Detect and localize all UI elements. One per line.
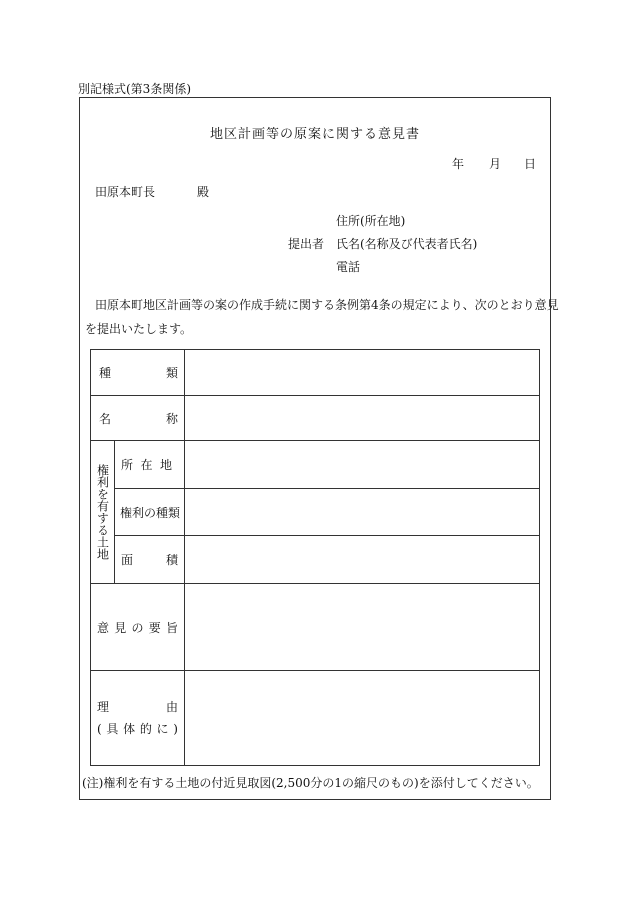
reason-detail-char: に xyxy=(156,722,169,736)
opinion-label-char: 意 xyxy=(97,620,110,635)
name-field[interactable] xyxy=(185,396,540,441)
area-label-char: 面 xyxy=(121,553,134,567)
submitter-label: 提出者 xyxy=(288,237,325,251)
location-field[interactable] xyxy=(185,441,540,489)
opinion-label-char: 見 xyxy=(114,620,127,635)
reason-label-cell xyxy=(91,671,185,766)
row-area xyxy=(91,536,540,584)
location-label-char: 地 xyxy=(159,458,172,472)
name-label-char: 名 xyxy=(99,411,112,426)
body-text-line1: 田原本町地区計画等の案の作成手続に関する条例第4条の規定により、次のとおり意見 xyxy=(95,298,559,312)
document-title: 地区計画等の原案に関する意見書 xyxy=(209,127,420,142)
right-type-field[interactable] xyxy=(185,489,540,536)
reason-field[interactable] xyxy=(185,671,540,766)
reason-detail-char: 体 xyxy=(123,722,136,736)
location-label-char: 所 xyxy=(121,458,134,472)
footnote: (注)権利を有する土地の付近見取図(2,500分の1の縮尺のもの)を添付してください。 xyxy=(82,776,539,790)
right-type-label: 権利の種類 xyxy=(120,505,181,520)
type-label-char: 種 xyxy=(99,366,112,380)
row-opinion xyxy=(91,584,540,671)
row-right-type xyxy=(91,489,540,536)
opinion-label-char: 旨 xyxy=(165,620,178,635)
row-location xyxy=(91,441,540,489)
phone-label: 電話 xyxy=(336,260,361,274)
type-field[interactable] xyxy=(185,350,540,396)
opinion-label-cell xyxy=(91,584,185,671)
row-type xyxy=(91,350,540,396)
row-reason xyxy=(91,671,540,766)
date-year: 年 xyxy=(452,157,465,171)
date-month: 月 xyxy=(489,157,502,171)
reason-detail-char: ( xyxy=(97,722,102,736)
location-label-char: 在 xyxy=(140,458,153,472)
reason-detail-char: 具 xyxy=(106,722,119,736)
type-label-cell xyxy=(91,350,185,396)
address-label: 住所(所在地) xyxy=(336,214,406,228)
addressee: 田原本町長 xyxy=(95,185,156,199)
opinion-table xyxy=(90,349,540,766)
area-label-char: 積 xyxy=(165,553,178,567)
row-name xyxy=(91,396,540,441)
name-label-char: 称 xyxy=(165,411,178,426)
name-label-cell xyxy=(91,396,185,441)
opinion-field[interactable] xyxy=(185,584,540,671)
opinion-label-char: の xyxy=(131,620,144,635)
name-label: 氏名(名称及び代表者氏名) xyxy=(336,237,478,251)
reason-detail-char: ) xyxy=(173,722,178,736)
opinion-label-char: 要 xyxy=(148,620,161,635)
body-text-line2: を提出いたします。 xyxy=(85,322,193,336)
area-label-cell xyxy=(115,536,185,584)
location-label-cell xyxy=(115,441,185,489)
land-group-label-cell xyxy=(91,441,115,584)
reason-label-char: 由 xyxy=(165,700,178,714)
form-label: 別記様式(第3条関係) xyxy=(78,82,191,96)
honorific: 殿 xyxy=(197,185,210,199)
reason-detail-char: 的 xyxy=(139,722,152,736)
date-day: 日 xyxy=(524,157,537,171)
reason-label-char: 理 xyxy=(97,700,110,714)
land-group-label: 権利を有する土地 xyxy=(95,464,110,560)
right-type-label-cell xyxy=(115,489,185,536)
area-field[interactable] xyxy=(185,536,540,584)
type-label-char: 類 xyxy=(165,366,178,380)
